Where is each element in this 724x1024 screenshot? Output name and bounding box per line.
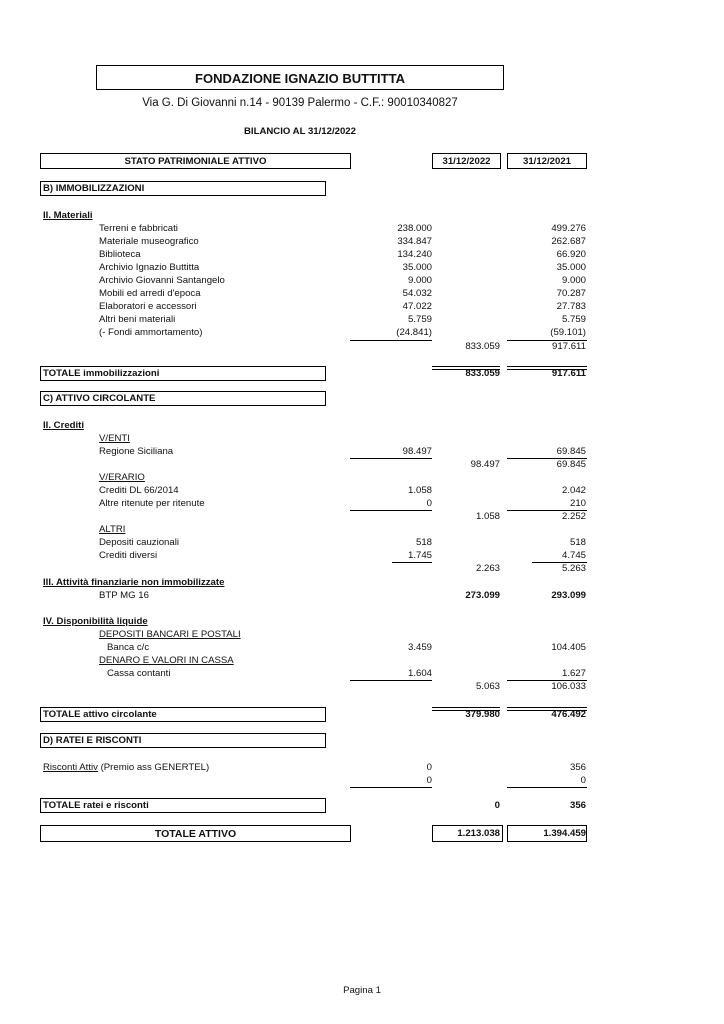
subtotal-rule [350, 458, 432, 459]
page-number: Pagina 1 [343, 985, 381, 996]
subtotal-rule [507, 787, 587, 788]
line-item-2022: 518 [415, 537, 432, 548]
total-immobilizzazioni-label: TOTALE immobilizzazioni [43, 368, 160, 379]
line-item-label: Mobili ed arredi d'epoca [99, 288, 201, 299]
subtotal-rule [392, 562, 432, 563]
line-item-2022: 1.745 [407, 550, 432, 561]
risconti-sub-2021: 0 [580, 775, 586, 786]
line-item-2022: 1.604 [407, 668, 432, 679]
line-item-label: (- Fondi ammortamento) [99, 327, 203, 338]
grand-total-label: TOTALE ATTIVO [154, 828, 237, 840]
line-item-label: Altre ritenute per ritenute [99, 498, 205, 509]
total-ratei-label: TOTALE ratei e risconti [43, 800, 149, 811]
grand-total-2021: 1.394.459 [543, 828, 586, 839]
subtotal-rule [350, 787, 432, 788]
line-item-2022: 35.000 [402, 262, 432, 273]
subtotal-rule [350, 340, 432, 341]
immobilizzazioni-section-label: B) IMMOBILIZZAZIONI [43, 183, 145, 194]
line-item-2021: 70.287 [556, 288, 586, 299]
line-item-label: Terreni e fabbricati [99, 223, 178, 234]
line-item-label: Materiale museografico [99, 236, 199, 247]
line-item-2022: (24.841) [396, 327, 432, 338]
line-item-label: Elaboratori e accessori [99, 301, 197, 312]
subtotal-2021: 2.252 [561, 511, 586, 522]
altri-heading: ALTRI [99, 524, 126, 535]
line-item-2022: 0 [426, 498, 432, 509]
line-item-2022: 334.847 [397, 236, 432, 247]
risconti-label [43, 763, 209, 773]
enti-heading: V/ENTI [99, 433, 130, 444]
risconti-label-prefix: Risconti Attiv [43, 762, 98, 773]
line-item-label: Archivio Giovanni Santangelo [99, 275, 225, 286]
line-item-2021: 66.920 [556, 249, 586, 260]
ratei-section-label: D) RATEI E RISCONTI [43, 735, 142, 746]
line-item-2021: (59.101) [550, 327, 586, 338]
report-title: BILANCIO AL 31/12/2022 [244, 126, 356, 137]
line-item-2021: 2.042 [561, 485, 586, 496]
line-item-2021: 293.099 [551, 590, 586, 601]
line-item-2022: 54.032 [402, 288, 432, 299]
denaro-heading: DENARO E VALORI IN CASSA [99, 655, 234, 666]
section-header-label: STATO PATRIMONIALE ATTIVO [124, 156, 267, 167]
grand-total-2022: 1.213.038 [457, 828, 500, 839]
line-item-2021: 499.276 [551, 223, 586, 234]
risconti-2022: 0 [426, 762, 432, 773]
total-immobilizzazioni-2022: 833.059 [465, 368, 500, 379]
line-item-2022: 134.240 [397, 249, 432, 260]
line-item-2022: 98.497 [402, 446, 432, 457]
subtotal-2022: 98.497 [470, 459, 500, 470]
risconti-2021: 356 [569, 762, 586, 773]
line-item-2021: 9.000 [561, 275, 586, 286]
materiali-heading: II. Materiali [43, 210, 93, 221]
risconti-label-suffix: (Premio ass GENERTEL) [97, 762, 210, 773]
line-item-label: Banca c/c [107, 642, 150, 653]
erario-heading: V/ERARIO [99, 472, 145, 483]
subtotal-2022: 5.063 [475, 681, 500, 692]
total-attivo-circolante-label: TOTALE attivo circolante [43, 709, 157, 720]
line-item-2021: 4.745 [561, 550, 586, 561]
risconti-sub-2022: 0 [426, 775, 432, 786]
total-ratei-2022: 0 [494, 800, 500, 811]
line-item-2022: 1.058 [407, 485, 432, 496]
line-item-label: Depositi cauzionali [99, 537, 179, 548]
total-attivo-circolante-2021: 476.492 [551, 709, 586, 720]
line-item-2021: 35.000 [556, 262, 586, 273]
line-item-2022: 273.099 [465, 590, 500, 601]
line-item-label: Altri beni materiali [99, 314, 176, 325]
line-item-label: Cassa contanti [107, 668, 171, 679]
subtotal-2021: 69.845 [556, 459, 586, 470]
line-item-2021: 104.405 [551, 642, 586, 653]
line-item-label: Regione Siciliana [99, 446, 174, 457]
org-address: Via G. Di Giovanni n.14 - 90139 Palermo - C.F.: 90010340827 [142, 97, 458, 109]
line-item-label: Archivio Ignazio Buttitta [99, 262, 200, 273]
total-attivo-circolante-2022: 379.980 [465, 709, 500, 720]
liquide-heading: IV. Disponibilità liquide [43, 616, 148, 627]
line-item-2022: 47.022 [402, 301, 432, 312]
line-item-label: Crediti DL 66/2014 [99, 485, 179, 496]
line-item-label: Crediti diversi [99, 550, 158, 561]
attivo-circolante-section-label: C) ATTIVO CIRCOLANTE [43, 393, 156, 404]
col-2022-header: 31/12/2022 [442, 156, 491, 167]
subtotal-2022: 833.059 [465, 341, 500, 352]
subtotal-2022: 1.058 [475, 511, 500, 522]
line-item-2022: 3.459 [407, 642, 432, 653]
org-name: FONDAZIONE IGNAZIO BUTTITTA [195, 71, 405, 86]
line-item-2021: 5.759 [561, 314, 586, 325]
subtotal-2021: 106.033 [551, 681, 586, 692]
line-item-2021: 518 [569, 537, 586, 548]
total-ratei-2021: 356 [569, 800, 586, 811]
total-immobilizzazioni-2021: 917.611 [551, 368, 586, 379]
subtotal-rule [350, 510, 432, 511]
line-item-2021: 27.783 [556, 301, 586, 312]
line-item-label: BTP MG 16 [99, 590, 149, 601]
finanziarie-heading: III. Attività finanziarie non immobilizzate [43, 577, 225, 588]
subtotal-2021: 5.263 [561, 563, 586, 574]
subtotal-2022: 2.263 [475, 563, 500, 574]
line-item-2021: 69.845 [556, 446, 586, 457]
crediti-heading: II. Crediti [43, 420, 85, 431]
line-item-2022: 5.759 [407, 314, 432, 325]
depositi-heading: DEPOSITI BANCARI E POSTALI [99, 629, 241, 640]
line-item-2021: 210 [569, 498, 586, 509]
line-item-label: Biblioteca [99, 249, 141, 260]
subtotal-rule [350, 680, 432, 681]
line-item-2021: 262.687 [551, 236, 586, 247]
line-item-2021: 1.627 [561, 668, 586, 679]
line-item-2022: 9.000 [407, 275, 432, 286]
subtotal-2021: 917.611 [552, 341, 586, 352]
col-2021-header: 31/12/2021 [522, 156, 571, 167]
line-item-2022: 238.000 [397, 223, 432, 234]
